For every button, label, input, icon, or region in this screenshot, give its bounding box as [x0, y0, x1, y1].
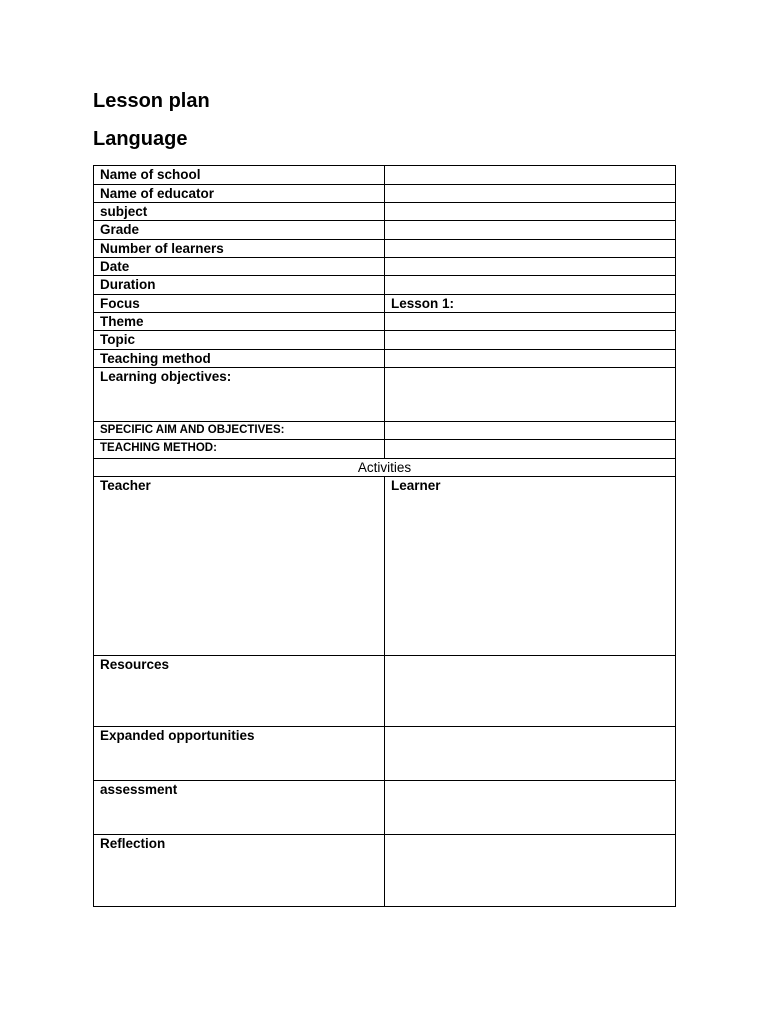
- table-row: [94, 276, 676, 295]
- name-of-educator-field[interactable]: [385, 185, 676, 203]
- table-row: [94, 185, 676, 203]
- table-row: [94, 221, 676, 240]
- table-row: [94, 313, 676, 331]
- row-label-teaching-method-caps: TEACHING METHOD:: [94, 440, 385, 459]
- assessment-field[interactable]: [385, 781, 676, 835]
- table-row: [94, 477, 676, 656]
- theme-field[interactable]: [385, 313, 676, 331]
- table-row: [94, 203, 676, 221]
- lesson-plan-table: [93, 165, 676, 907]
- table-row: [94, 350, 676, 368]
- table-row: [94, 258, 676, 276]
- table-row: [94, 166, 676, 185]
- subject-field[interactable]: [385, 203, 676, 221]
- focus-field[interactable]: Lesson 1:: [385, 295, 676, 313]
- table-row: [94, 240, 676, 258]
- name-of-school-field[interactable]: [385, 166, 676, 185]
- duration-field[interactable]: [385, 276, 676, 295]
- number-of-learners-field[interactable]: [385, 240, 676, 258]
- table-row: [94, 727, 676, 781]
- grade-field[interactable]: [385, 221, 676, 240]
- specific-aim-field[interactable]: [385, 422, 676, 440]
- table-row: [94, 781, 676, 835]
- row-label-grade: Grade: [94, 221, 385, 240]
- expanded-opportunities-field[interactable]: [385, 727, 676, 781]
- date-field[interactable]: [385, 258, 676, 276]
- row-label-name-of-school: Name of school: [94, 166, 385, 185]
- row-label-date: Date: [94, 258, 385, 276]
- teaching-method-field[interactable]: [385, 350, 676, 368]
- table-row: [94, 459, 676, 477]
- page-subtitle: Language: [93, 128, 188, 150]
- row-label-focus: Focus: [94, 295, 385, 313]
- table-row: [94, 368, 676, 422]
- row-label-duration: Duration: [94, 276, 385, 295]
- row-label-teaching-method: Teaching method: [94, 350, 385, 368]
- table-row: [94, 331, 676, 350]
- row-label-resources: Resources: [94, 656, 385, 727]
- row-label-theme: Theme: [94, 313, 385, 331]
- row-label-subject: subject: [94, 203, 385, 221]
- table-row: [94, 656, 676, 727]
- teacher-activities-cell[interactable]: Teacher: [94, 477, 385, 656]
- row-label-number-of-learners: Number of learners: [94, 240, 385, 258]
- page-title: Lesson plan: [93, 90, 210, 112]
- table-row: [94, 422, 676, 440]
- table-row: [94, 440, 676, 459]
- learner-activities-cell[interactable]: Learner: [385, 477, 676, 656]
- activities-header: Activities: [94, 459, 676, 477]
- row-label-specific-aim: SPECIFIC AIM AND OBJECTIVES:: [94, 422, 385, 440]
- row-label-learning-objectives: Learning objectives:: [94, 368, 385, 422]
- table-row: [94, 295, 676, 313]
- teaching-method-caps-field[interactable]: [385, 440, 676, 459]
- resources-field[interactable]: [385, 656, 676, 727]
- topic-field[interactable]: [385, 331, 676, 350]
- row-label-reflection: Reflection: [94, 835, 385, 907]
- row-label-expanded-opportunities: Expanded opportunities: [94, 727, 385, 781]
- learning-objectives-field[interactable]: [385, 368, 676, 422]
- row-label-name-of-educator: Name of educator: [94, 185, 385, 203]
- row-label-topic: Topic: [94, 331, 385, 350]
- reflection-field[interactable]: [385, 835, 676, 907]
- table-row: [94, 835, 676, 907]
- row-label-assessment: assessment: [94, 781, 385, 835]
